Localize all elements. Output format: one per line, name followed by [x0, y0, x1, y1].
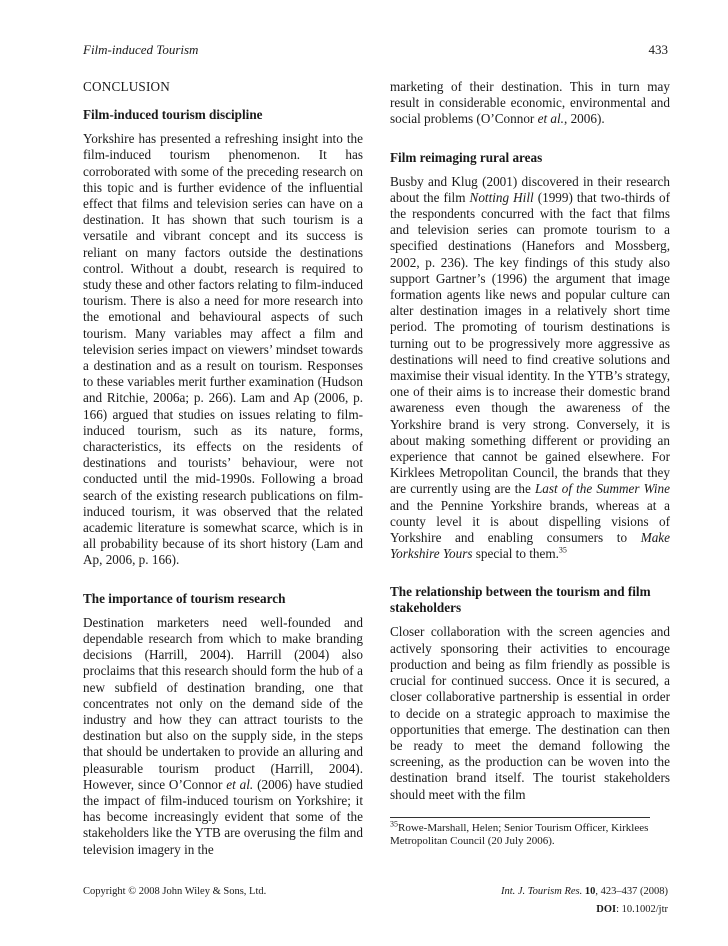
- heading-stakeholders-relationship: The relationship between the tourism and film stakeholders: [390, 584, 651, 616]
- right-column: [390, 79, 670, 849]
- journal-citation: Int. J. Tourism Res. 10, 423–437 (2008): [500, 886, 668, 897]
- heading-importance-research: The importance of tourism research: [83, 590, 286, 606]
- paragraph-yorkshire: Yorkshire has presented a refreshing insight into the film-induced tourism phenomenon. It has corroborated with some of the preceding research on this topic and is further evidence of the influential effect that films and television series can have on a destination. It has shown that such tourism is a versatile and vibrant concept and its success is reliant on many factors outside the destinations control. Without a doubt, research is required to study these and other factors relating to film-induced tourism. There is also a need for more research into the emotional and behavioural aspects of such tourism. Many variables may affect a film and television series impact on viewers’ mindset towards a destination and as a result on tourism. Responses to these variables merit further examination (Hudson and Ritchie, 2006a; p. 266). Lam and Ap (2006, p. 166) argued that studies on issues relating to film-induced tourism, such as its nature, forms, characteristics, its effects on the residents of destinations and tourists’ behaviour, were not conducted until the mid-1990s. Following a broad search of the existing research publications on film-induced tourism, it was observed that the related academic literature is somewhat scarce, which is in all probability because of its short history (Lam and Ap, 2006, p. 166).: [83, 131, 363, 568]
- paragraph-marketing-continued: marketing of their destination. This in turn may result in considerable economic, environmental and social problems (O’Connor et al., 2006).: [390, 79, 670, 127]
- footnote-ref: 35: [558, 545, 567, 555]
- page-number: 433: [648, 42, 668, 57]
- paragraph-destination-marketers: Destination marketers need well-founded and dependable research from which to make branding decisions (Harrill, 2004). Harrill (2004) also proclaims that this research should form the hub of a new subfield of destination branding, one that concentrates not only on the demand side of the industry and how they can attract tourists to the destination but also on the supply side, in the steps that should be undertaken to provide an alluring and pleasurable tourism product (Harrill, 2004). However, since O’Connor et al. (2006) have studied the impact of film-induced tourism on Yorkshire; it has become increasingly evident that some of the stakeholders like the YTB are overusing the film and television imagery in the: [83, 614, 363, 857]
- heading-film-reimaging: Film reimaging rural areas: [390, 149, 543, 165]
- heading-film-induced-discipline: Film-induced tourism discipline: [83, 107, 263, 123]
- paragraph-busby-klug: Busby and Klug (2001) discovered in their research about the film Notting Hill (1999) that two-thirds of the respondents concurred with the fact that films and television series can promote tourism to a specified destinations (Hanefors and Mossberg, 2002, p. 236). The key findings of this study also support Gartner’s (1996) the argument that image formation agents like news and popular culture can alter destination images in a relatively short time period. The promoting of tourism destinations is turning out to be progressively more aggressive as destinations will need to find creative solutions and maximise their visual identity. In the YTB’s strategy, one of their aims is to increase their domestic brand awareness even though the awareness of the Yorkshire brand is very strong. Conversely, it is about making something different or providing an experience that cannot be gained elsewhere. For Kirklees Metropolitan Council, the brands that they are currently using are the Last of the Summer Wine and the Pennine Yorkshire brands, whereas at a county level it is about dispelling visions of Yorkshire and enabling consumers to Make Yorkshire Yours special to them.$^{35}$: [390, 173, 671, 562]
- running-title: Film-induced Tourism: [83, 42, 199, 57]
- footnote-divider: [390, 817, 650, 818]
- section-heading: CONCLUSION: [83, 79, 170, 94]
- doi: DOI: 10.1002/jtr: [596, 904, 668, 915]
- left-column: [83, 79, 363, 858]
- footnote: $^{35}$Rowe-Marshall, Helen; Senior Tourism Officer, Kirklees Metropolitan Council (20 July 2006).: [390, 819, 649, 848]
- paragraph-closer-collaboration: Closer collaboration with the screen agencies and actively sponsoring their activities to encourage production and being as film friendly as possible is crucial for continued success. Once it is secured, a closer collaborative partnership is essential in order to decide on a strategic approach to maximise the opportunities that emerge. The destination can then be ready to meet the demand following the screening, as the production can be woven into the destination brand itself. The tourist stakeholders should meet with the film: [390, 624, 670, 802]
- copyright-notice: Copyright © 2008 John Wiley & Sons, Ltd.: [83, 886, 267, 897]
